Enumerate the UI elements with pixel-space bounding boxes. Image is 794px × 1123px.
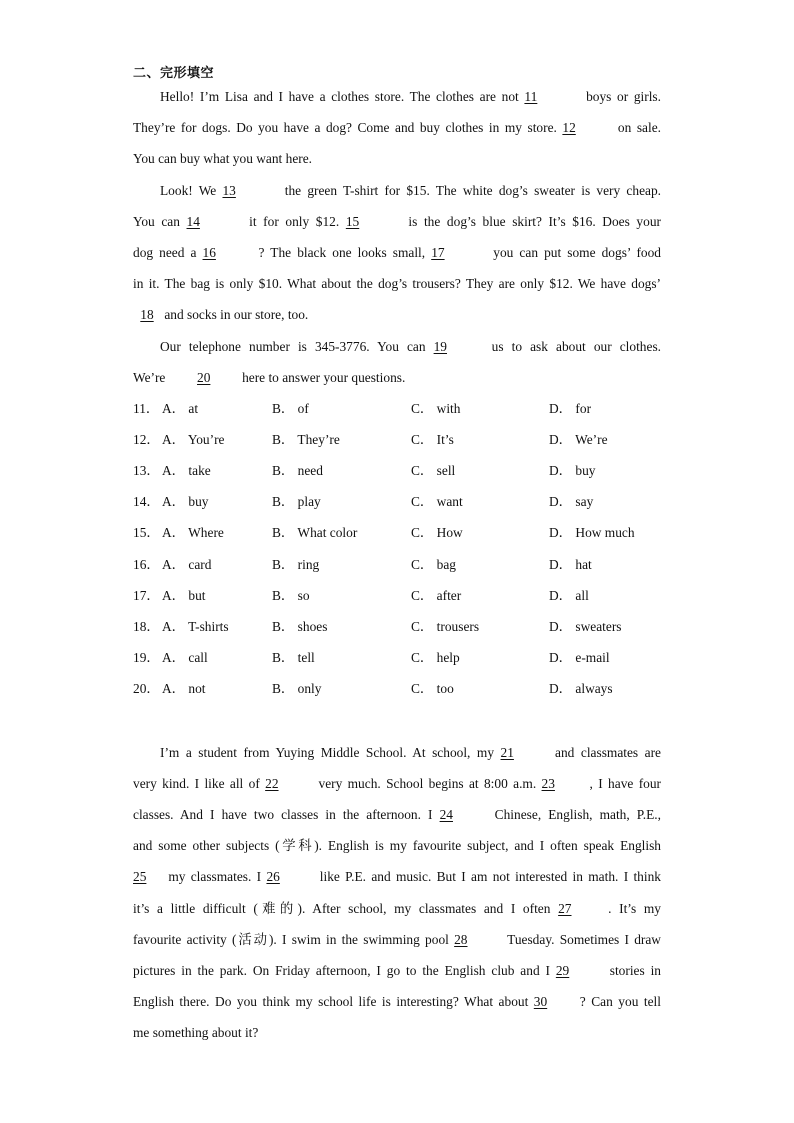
option-c[interactable]: C． help bbox=[411, 650, 460, 666]
blank-11[interactable]: 11 bbox=[524, 89, 538, 104]
option-b[interactable]: B． so bbox=[272, 587, 310, 603]
blank-30[interactable]: 30 bbox=[533, 994, 548, 1010]
option-b[interactable]: B． play bbox=[272, 494, 321, 510]
blank-29[interactable]: 29 bbox=[555, 963, 570, 978]
option-d[interactable]: D． We’re bbox=[549, 431, 608, 447]
option-a[interactable]: A． call bbox=[162, 650, 208, 666]
option-a[interactable]: A． card bbox=[162, 556, 212, 572]
option-d[interactable]: D． buy bbox=[549, 462, 596, 478]
blank-17[interactable]: 17 bbox=[431, 244, 445, 260]
option-b[interactable]: B． They’re bbox=[272, 431, 340, 447]
blank-21[interactable]: 21 bbox=[500, 744, 514, 760]
blank-28[interactable]: 28 bbox=[454, 931, 468, 947]
blank-26[interactable]: 26 bbox=[266, 869, 280, 885]
passage-line: pictures in the park. On Friday afternoon, I go to the English club and I 29 stories in bbox=[133, 955, 661, 986]
option-d[interactable]: D． How much bbox=[549, 525, 635, 541]
option-c[interactable]: C． bag bbox=[411, 556, 457, 572]
option-row: 13． A． take B． need C． sell D． buy bbox=[133, 455, 733, 486]
passage-line: me something about it? bbox=[133, 1025, 259, 1041]
option-a[interactable]: A． T-shirts bbox=[162, 618, 229, 634]
option-b[interactable]: B． What color bbox=[272, 525, 358, 541]
passage-1 bbox=[133, 81, 661, 393]
passage-line: Look! We 13 the green T-shirt for $15. The white dog’s sweater is very cheap. bbox=[133, 175, 661, 206]
option-c[interactable]: C． trousers bbox=[411, 618, 480, 634]
option-c[interactable]: C． sell bbox=[411, 462, 456, 478]
option-d[interactable]: D． always bbox=[549, 681, 613, 697]
option-b[interactable]: B． of bbox=[272, 400, 309, 416]
option-c[interactable]: C． It’s bbox=[411, 431, 454, 447]
option-a[interactable]: A． at bbox=[162, 400, 199, 416]
passage-line: Hello! I’m Lisa and I have a clothes store. The clothes are not 11 boys or girls. bbox=[133, 81, 661, 112]
option-d[interactable]: D． e-mail bbox=[549, 650, 610, 666]
option-a[interactable]: A． but bbox=[162, 587, 206, 603]
option-b[interactable]: B． ring bbox=[272, 556, 320, 572]
option-row: 17． A． but B． so C． after D． all bbox=[133, 580, 733, 611]
blank-16[interactable]: 16 bbox=[202, 244, 216, 260]
passage-line: dog need a 16 ? The black one looks small, 17 you can put some dogs’ food bbox=[133, 237, 661, 268]
option-d[interactable]: D． sweaters bbox=[549, 618, 622, 634]
passage-line: in it. The bag is only $10. What about the dog’s trousers? They are only $12. We have dogs’ bbox=[133, 276, 661, 292]
option-c[interactable]: C． after bbox=[411, 587, 462, 603]
option-a[interactable]: A． take bbox=[162, 462, 211, 478]
option-a[interactable]: A． buy bbox=[162, 494, 209, 510]
blank-20[interactable]: 20 bbox=[197, 369, 211, 385]
blank-22[interactable]: 22 bbox=[265, 775, 279, 791]
option-row: 15． A． Where B． What color C． How D． How much bbox=[133, 517, 733, 548]
blank-25[interactable]: 25 bbox=[133, 869, 147, 885]
answer-options bbox=[133, 393, 733, 705]
blank-18[interactable]: 18 bbox=[140, 307, 154, 323]
blank-24[interactable]: 24 bbox=[439, 807, 453, 823]
passage-line: We’re 20 here to answer your questions. bbox=[133, 362, 661, 393]
option-c[interactable]: C． How bbox=[411, 525, 463, 541]
option-b[interactable]: B． shoes bbox=[272, 618, 328, 634]
passage-line: very kind. I like all of 22 very much. School begins at 8:00 a.m. 23 , I have four bbox=[133, 768, 661, 799]
blank-14[interactable]: 14 bbox=[186, 213, 200, 229]
passage-line: English there. Do you think my school life is interesting? What about 30 ? Can you tell bbox=[133, 986, 661, 1017]
passage-line: classes. And I have two classes in the afternoon. I 24 Chinese, English, math, P.E., bbox=[133, 799, 661, 830]
option-row: 11． A． at B． of C． with D． for bbox=[133, 393, 733, 424]
passage-line: You can buy what you want here. bbox=[133, 151, 313, 167]
option-row: 12． A． You’re B． They’re C． It’s D． We’re bbox=[133, 424, 733, 455]
passage-line: it’s a little difficult (难的). After school, my classmates and I often 27 . It’s my bbox=[133, 893, 661, 924]
passage-line: I’m a student from Yuying Middle School. At school, my 21 and classmates are bbox=[133, 737, 661, 768]
option-b[interactable]: B． tell bbox=[272, 650, 315, 666]
blank-15[interactable]: 15 bbox=[345, 213, 360, 229]
option-c[interactable]: C． want bbox=[411, 494, 463, 510]
section-title: 二、完形填空 bbox=[133, 66, 215, 81]
blank-27[interactable]: 27 bbox=[558, 900, 572, 916]
passage-line: 18 and socks in our store, too. bbox=[133, 299, 661, 330]
passage-line: They’re for dogs. Do you have a dog? Come and buy clothes in my store. 12 on sale. bbox=[133, 112, 661, 143]
option-row: 18． A． T-shirts B． shoes C． trousers D． sweaters bbox=[133, 611, 733, 642]
option-row: 14． A． buy B． play C． want D． say bbox=[133, 486, 733, 517]
blank-23[interactable]: 23 bbox=[541, 775, 555, 791]
option-a[interactable]: A． not bbox=[162, 681, 206, 697]
option-d[interactable]: D． all bbox=[549, 587, 589, 603]
option-row: 20． A． not B． only C． too D． always bbox=[133, 673, 733, 704]
passage-2 bbox=[133, 737, 661, 1049]
passage-line: You can 14 it for only $12. 15 is the dog’s blue skirt? It’s $16. Does your bbox=[133, 206, 661, 237]
option-a[interactable]: A． Where bbox=[162, 525, 224, 541]
option-row: 19． A． call B． tell C． help D． e-mail bbox=[133, 642, 733, 673]
passage-line: 25 my classmates. I 26 like P.E. and music. But I am not interested in math. I think bbox=[133, 861, 661, 892]
passage-line: Our telephone number is 345-3776. You can 19 us to ask about our clothes. bbox=[133, 331, 661, 362]
option-row: 16． A． card B． ring C． bag D． hat bbox=[133, 549, 733, 580]
option-d[interactable]: D． for bbox=[549, 400, 592, 416]
option-a[interactable]: A． You’re bbox=[162, 431, 225, 447]
option-c[interactable]: C． too bbox=[411, 681, 454, 697]
option-d[interactable]: D． say bbox=[549, 494, 594, 510]
option-b[interactable]: B． need bbox=[272, 462, 323, 478]
passage-line: and some other subjects (学科). English is my favourite subject, and I often speak English bbox=[133, 838, 661, 854]
blank-12[interactable]: 12 bbox=[562, 120, 576, 136]
passage-line: favourite activity (活动). I swim in the swimming pool 28 Tuesday. Sometimes I draw bbox=[133, 924, 661, 955]
option-d[interactable]: D． hat bbox=[549, 556, 592, 572]
blank-13[interactable]: 13 bbox=[222, 182, 236, 198]
option-b[interactable]: B． only bbox=[272, 681, 322, 697]
blank-19[interactable]: 19 bbox=[433, 338, 447, 354]
option-c[interactable]: C． with bbox=[411, 400, 461, 416]
